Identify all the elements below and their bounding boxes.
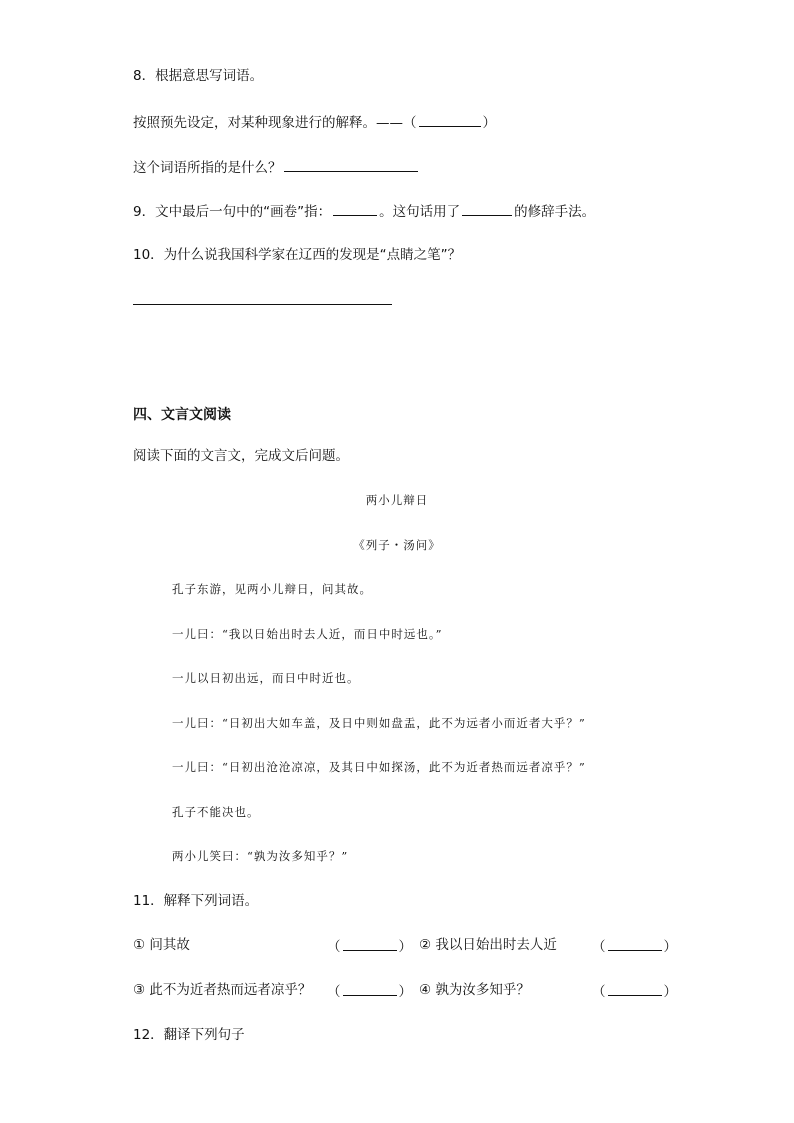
passage-line: 一儿曰：“日初出大如车盖，及日中则如盘盂，此不为远者小而近者大乎？” — [172, 716, 586, 730]
q11-answer-blank-3[interactable] — [343, 980, 397, 996]
open-paren: （ — [327, 939, 341, 955]
q11-item-3: ③ 此不为近者热而远者凉乎？ — [133, 982, 312, 998]
q8-line1-close: ） — [482, 115, 496, 131]
open-paren: （ — [592, 939, 606, 955]
close-paren: ） — [663, 984, 677, 1000]
open-paren: （ — [592, 984, 606, 1000]
section4-instruction: 阅读下面的文言文，完成文后问题。 — [133, 448, 349, 464]
q11-answer-2[interactable] — [592, 935, 677, 957]
q11-answer-blank-2[interactable] — [608, 935, 662, 951]
q9-answer-blank-1[interactable] — [333, 200, 377, 216]
q8-answer-blank-2[interactable] — [284, 156, 418, 172]
passage-line: 孔子不能决也。 — [172, 805, 260, 819]
q9-part1: 9．文中最后一句中的“画卷”指： — [133, 204, 332, 220]
q11-answer-blank-4[interactable] — [608, 980, 662, 996]
q9-part3: 的修辞手法。 — [514, 204, 596, 220]
q11-answer-blank-1[interactable] — [343, 935, 397, 951]
q9-part2: 。这句话用了 — [379, 204, 461, 220]
q11-title: 11．解释下列词语。 — [133, 893, 259, 909]
q11-item-2: ② 我以日始出时去人近 — [419, 937, 557, 953]
q11-answer-3[interactable] — [327, 980, 412, 1002]
q8-line1-text: 按照预先设定，对某种现象进行的解释。——（ — [133, 115, 417, 131]
q8-answer-blank-1[interactable] — [419, 111, 481, 127]
q11-answer-1[interactable] — [327, 935, 412, 957]
q10-answer-line[interactable] — [133, 304, 392, 305]
close-paren: ） — [398, 939, 412, 955]
q8-title: 8．根据意思写词语。 — [133, 68, 264, 84]
q11-item-1: ① 问其故 — [133, 937, 190, 953]
close-paren: ） — [663, 939, 677, 955]
section4-heading: 四、文言文阅读 — [133, 407, 231, 423]
q8-line2-text: 这个词语所指的是什么？ — [133, 160, 282, 176]
passage-source: 《列子・汤问》 — [353, 538, 441, 552]
passage-line: 孔子东游，见两小儿辩日，问其故。 — [172, 582, 372, 596]
passage-line: 两小儿笑曰：“孰为汝多知乎？” — [172, 849, 349, 863]
q8-line1 — [133, 111, 496, 133]
passage-line: 一儿曰：“我以日始出时去人近，而日中时远也。” — [172, 627, 443, 641]
q9-line — [133, 200, 595, 222]
close-paren: ） — [398, 984, 412, 1000]
passage-title: 两小儿辩日 — [365, 493, 429, 507]
passage-line: 一儿曰：“日初出沧沧凉凉，及其日中如探汤，此不为近者热而远者凉乎？” — [172, 760, 586, 774]
q11-item-4: ④ 孰为汝多知乎？ — [419, 982, 530, 998]
q12-title: 12．翻译下列句子 — [133, 1027, 245, 1043]
q8-line2 — [133, 156, 420, 178]
q10-title: 10．为什么说我国科学家在辽西的发现是“点睛之笔”？ — [133, 247, 462, 263]
passage-line: 一儿以日初出远，而日中时近也。 — [172, 671, 360, 685]
open-paren: （ — [327, 984, 341, 1000]
q11-answer-4[interactable] — [592, 980, 677, 1002]
q9-answer-blank-2[interactable] — [462, 200, 512, 216]
